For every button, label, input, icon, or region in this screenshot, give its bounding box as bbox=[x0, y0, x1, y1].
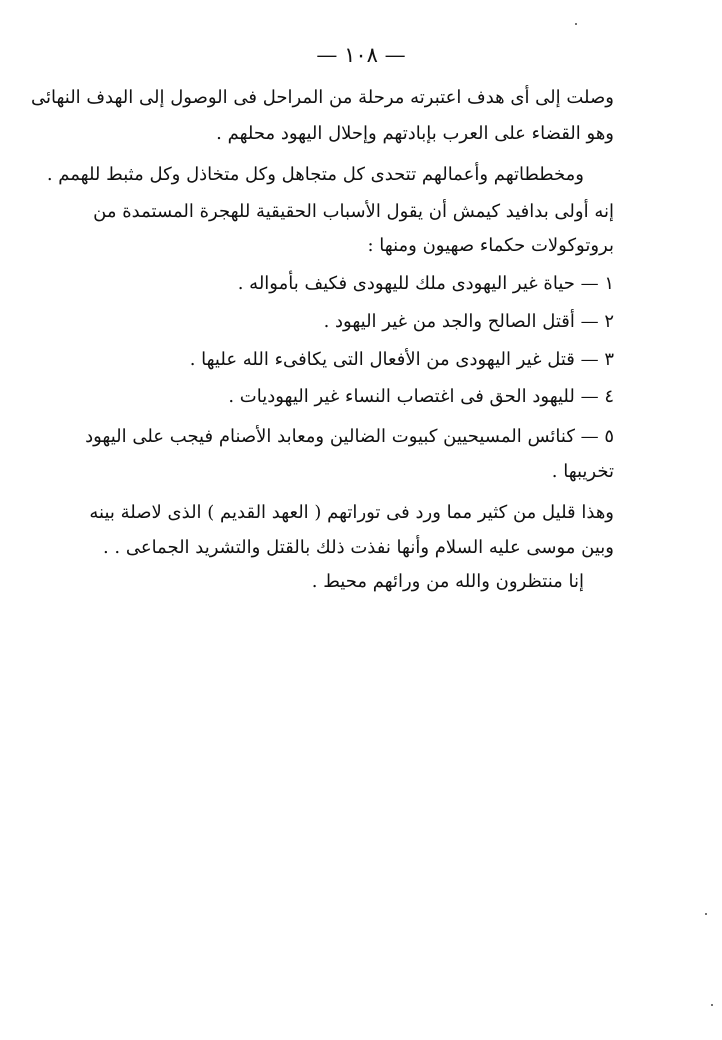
list-item: ٤ — لليهود الحق فى اغتصاب النساء غير اليهوديات . bbox=[228, 386, 614, 407]
page-number: — ١٠٨ — bbox=[316, 43, 406, 67]
scan-speck bbox=[575, 23, 577, 25]
text-line: وصلت إلى أى هدف اعتبرته مرحلة من المراحل فى الوصول إلى الهدف النهائى bbox=[30, 87, 614, 108]
text-line: إنا منتظرون والله من ورائهم محيط . bbox=[311, 571, 584, 592]
text-line: إنه أولى بدافيد كيمش أن يقول الأسباب الحقيقية للهجرة المستمدة من bbox=[93, 201, 614, 222]
text-line: وهو القضاء على العرب بإبادتهم وإحلال اليهود محلهم . bbox=[216, 123, 614, 144]
list-item: ٣ — قتل غير اليهودى من الأفعال التى يكافىء الله عليها . bbox=[189, 349, 614, 370]
list-item: ١ — حياة غير اليهودى ملك لليهودى فكيف بأمواله . bbox=[237, 273, 614, 294]
text-line: وهذا قليل من كثير مما ورد فى توراتهم ( العهد القديم ) الذى لاصلة بينه bbox=[89, 502, 614, 523]
scan-speck bbox=[705, 913, 707, 915]
list-item: ٥ — كنائس المسيحيين كبيوت الضالين ومعابد الأصنام فيجب على اليهود bbox=[85, 426, 614, 447]
text-line: ومخططاتهم وأعمالهم تتحدى كل متجاهل وكل متخاذل وكل مثبط للهمم . bbox=[46, 164, 584, 185]
text-line: بروتوكولات حكماء صهيون ومنها : bbox=[367, 235, 614, 256]
text-line: وبين موسى عليه السلام وأنها نفذت ذلك بالقتل والتشريد الجماعى . . bbox=[102, 537, 614, 558]
list-item: ٢ — أقتل الصالح والجد من غير اليهود . bbox=[323, 311, 614, 332]
scan-speck bbox=[711, 1004, 713, 1006]
text-line: تخريبها . bbox=[551, 461, 614, 482]
